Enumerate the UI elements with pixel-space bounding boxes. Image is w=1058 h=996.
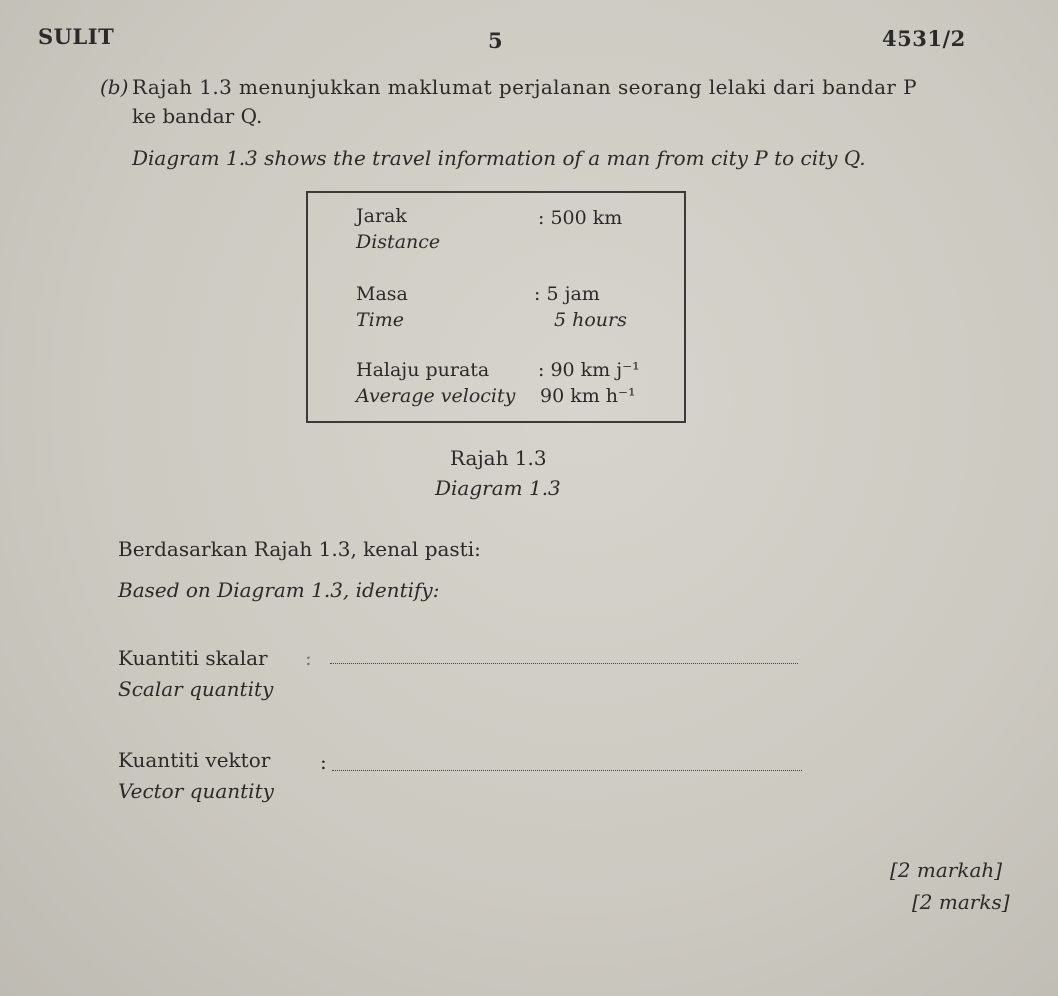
label-masa: Masa (356, 283, 408, 305)
answer-scalar-colon: : (305, 646, 312, 670)
answer-scalar-line[interactable] (330, 663, 798, 664)
marks-english-text: [2 marks] (912, 890, 1010, 914)
answer-vector-label-malay: Kuantiti vektor (118, 748, 271, 772)
instruction-english: Based on Diagram 1.3, identify: (118, 578, 440, 602)
value-hours: 5 hours (554, 309, 627, 331)
answer-vector-label-english: Vector quantity (118, 779, 274, 803)
answer-scalar-label-english: Scalar quantity (118, 677, 274, 701)
marks-malay-text: [2 markah] (890, 858, 1003, 882)
page-number: 5 (488, 28, 504, 53)
instruction-malay: Berdasarkan Rajah 1.3, kenal pasti: (118, 537, 481, 561)
marks-english (912, 890, 1010, 914)
value-distance: : 500 km (538, 207, 623, 229)
value-kmj: : 90 km j⁻¹ (538, 359, 640, 381)
caption-english: Diagram 1.3 (435, 476, 561, 500)
question-number: (b) (100, 75, 129, 99)
answer-scalar-label-malay: Kuantiti skalar (118, 646, 268, 670)
label-distance: Distance (356, 231, 441, 253)
value-kmh: 90 km h⁻¹ (540, 385, 636, 407)
answer-vector-line[interactable] (332, 770, 802, 771)
marks-malay (890, 858, 1002, 882)
question-english: Diagram 1.3 shows the travel information of a man from city P to city Q. (132, 146, 866, 170)
label-jarak: Jarak (356, 205, 407, 227)
label-velocity: Average velocity (356, 385, 516, 407)
value-jam: : 5 jam (534, 283, 600, 305)
answer-vector-colon: : (320, 750, 327, 774)
header-sulit: SULIT (38, 24, 115, 49)
label-time: Time (356, 309, 405, 331)
travel-info-box (306, 191, 686, 423)
paper-code: 4531/2 (882, 26, 966, 51)
label-halaju: Halaju purata (356, 359, 490, 381)
caption-malay: Rajah 1.3 (450, 446, 547, 470)
question-malay-line1: Rajah 1.3 menunjukkan maklumat perjalanan seorang lelaki dari bandar P (132, 75, 917, 99)
question-malay-line2: ke bandar Q. (132, 104, 263, 128)
